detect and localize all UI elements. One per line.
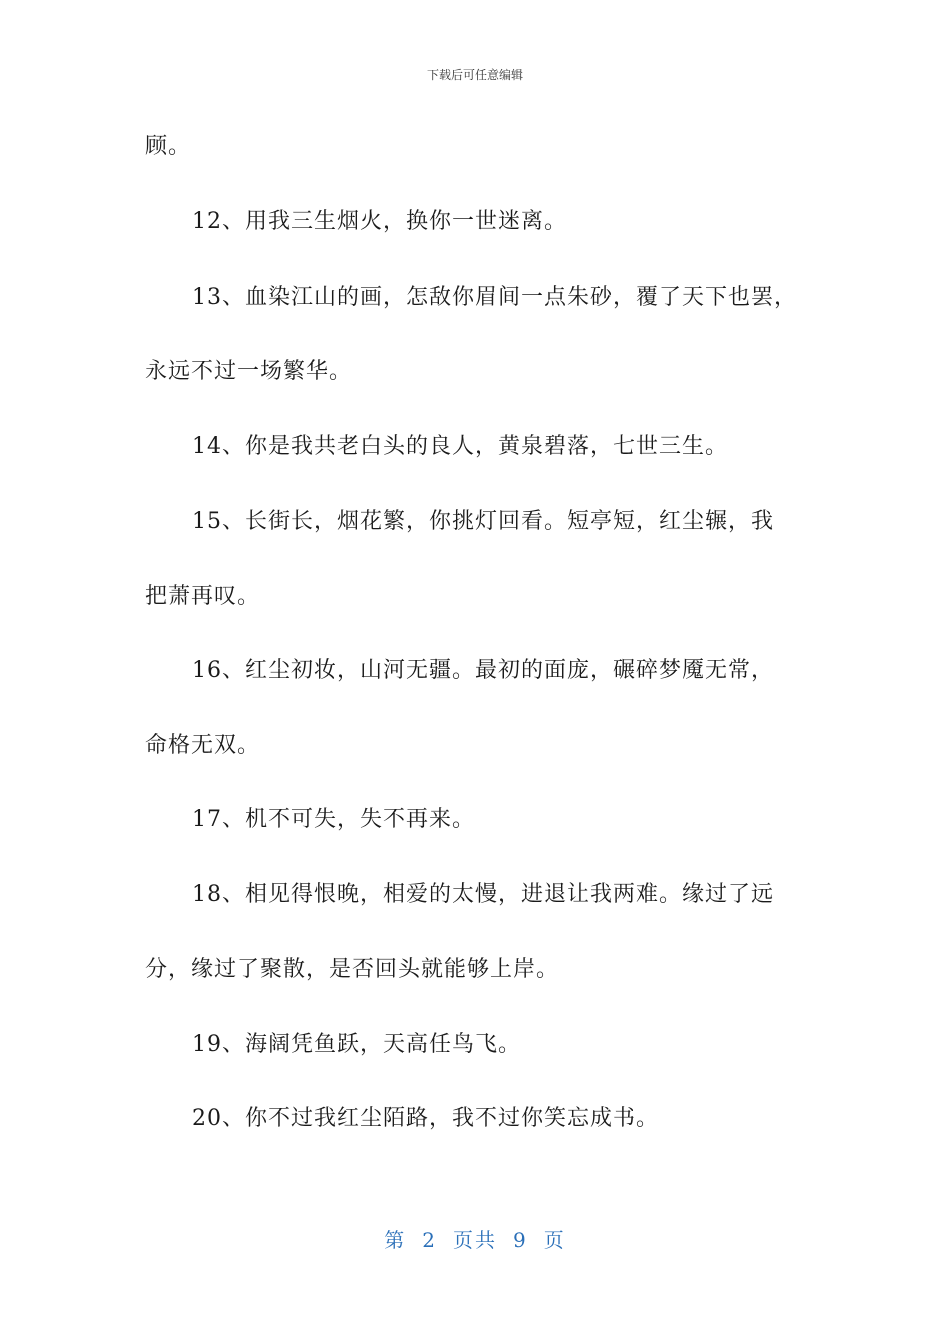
- text-line-8: 命格无双。: [145, 733, 261, 758]
- text-line-9: 17、机不可失，失不再来。: [192, 807, 475, 832]
- text-line-7: 16、红尘初妆，山河无疆。最初的面庞，碾碎梦魇无常，: [192, 658, 774, 683]
- page-header: 下载后可任意编辑: [426, 68, 523, 82]
- page-footer: [0, 1224, 950, 1253]
- text-line-11: 分，缘过了聚散，是否回头就能够上岸。: [145, 957, 560, 982]
- text-line-5: 15、长街长，烟花繁，你挑灯回看。短亭短，红尘辗，我: [192, 509, 774, 534]
- footer-prefix: 第: [384, 1228, 407, 1252]
- footer-middle: 页共: [453, 1228, 497, 1252]
- text-line-4: 14、你是我共老白头的良人，黄泉碧落，七世三生。: [192, 434, 728, 459]
- text-line-3: 永远不过一场繁华。: [145, 359, 353, 384]
- text-line-2: 13、血染江山的画，怎敌你眉间一点朱砂，覆了天下也罢，: [192, 285, 797, 310]
- text-line-13: 20、你不过我红尘陌路，我不过你笑忘成书。: [192, 1106, 659, 1131]
- text-line-10: 18、相见得恨晚，相爱的太慢，进退让我两难。缘过了远: [192, 882, 774, 907]
- text-line-0: 顾。: [145, 134, 192, 159]
- footer-suffix: 页: [543, 1228, 566, 1252]
- text-line-1: 12、用我三生烟火，换你一世迷离。: [192, 209, 567, 234]
- text-line-6: 把萧再叹。: [145, 584, 261, 609]
- footer-total-pages: 9: [513, 1228, 528, 1252]
- text-line-12: 19、海阔凭鱼跃，天高任鸟飞。: [192, 1032, 521, 1057]
- footer-current-page: 2: [422, 1228, 437, 1252]
